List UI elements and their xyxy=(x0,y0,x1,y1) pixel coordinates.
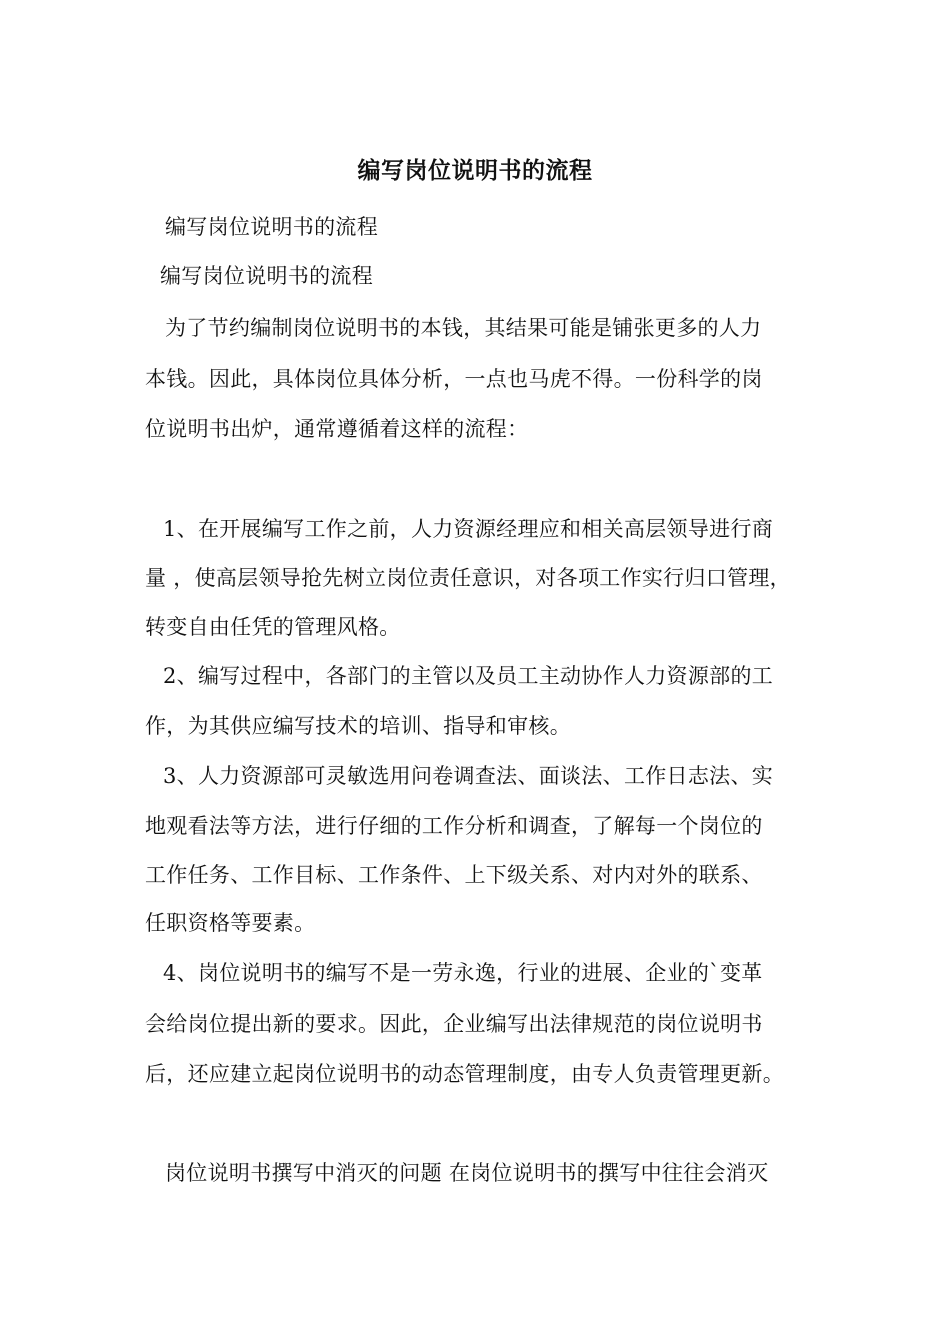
list-item-line: 4、岗位说明书的编写不是一劳永逸，行业的进展、企业的`变革 xyxy=(163,961,763,985)
paragraph-line: 为了节约编制岗位说明书的本钱，其结果可能是铺张更多的人力 xyxy=(165,316,762,340)
list-item-line: 工作任务、工作目标、工作条件、上下级关系、对内对外的联系、 xyxy=(145,863,763,887)
list-item-line: 转变自由任凭的管理风格。 xyxy=(145,615,401,639)
list-item-line: 1、在开展编写工作之前，人力资源经理应和相关高层领导进行商 xyxy=(163,517,774,541)
document-title: 编写岗位说明书的流程 xyxy=(357,157,593,184)
list-item-line: 会给岗位提出新的要求。因此，企业编写出法律规范的岗位说明书 xyxy=(145,1012,763,1036)
list-item-line: 量 ，使高层领导抢先树立岗位责任意识，对各项工作实行归口管理， xyxy=(145,566,791,590)
paragraph-line: 岗位说明书撰写中消灭的问题 在岗位说明书的撰写中往往会消灭 xyxy=(165,1161,769,1185)
list-item-line: 后，还应建立起岗位说明书的动态管理制度，由专人负责管理更新。 xyxy=(145,1062,784,1086)
list-item-line: 2、编写过程中，各部门的主管以及员工主动协作人力资源部的工 xyxy=(163,664,774,688)
list-item-line: 作，为其供应编写技术的培训、指导和审核。 xyxy=(145,714,571,738)
paragraph-line: 本钱。因此，具体岗位具体分析，一点也马虎不得。一份科学的岗 xyxy=(145,367,763,391)
subheading-line: 编写岗位说明书的流程 xyxy=(160,264,373,288)
list-item-line: 3、人力资源部可灵敏选用问卷调查法、面谈法、工作日志法、实 xyxy=(163,764,774,788)
list-item-line: 地观看法等方法，进行仔细的工作分析和调查，了解每一个岗位的 xyxy=(145,814,763,838)
paragraph-line: 位说明书出炉，通常遵循着这样的流程： xyxy=(145,417,529,441)
list-item-line: 任职资格等要素。 xyxy=(145,911,316,935)
subheading-line: 编写岗位说明书的流程 xyxy=(165,215,378,239)
